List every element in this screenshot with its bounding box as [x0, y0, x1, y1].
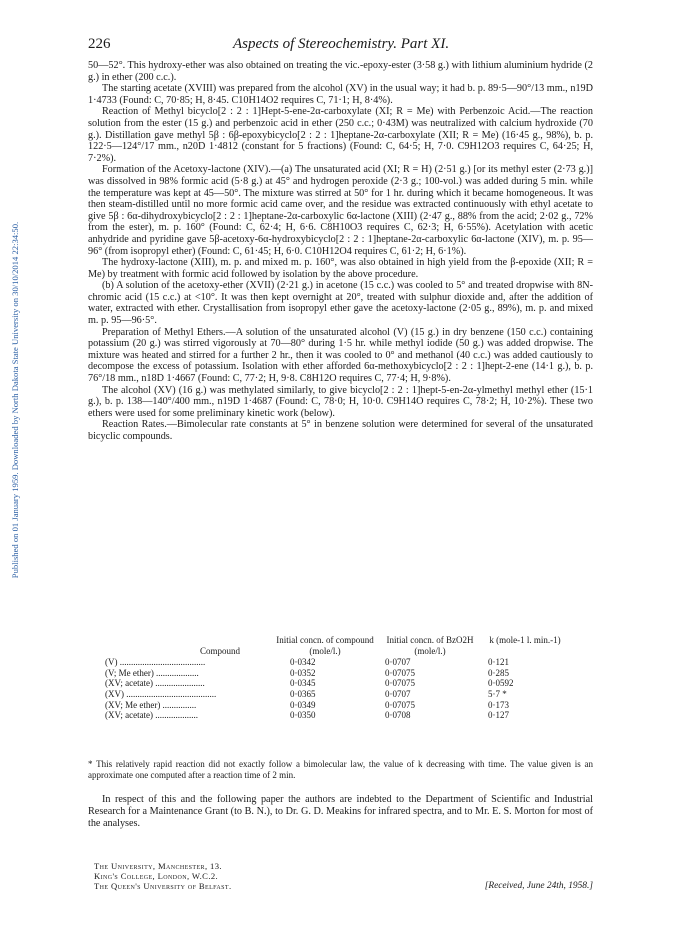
- paragraph: The starting acetate (XVIII) was prepared from the alcohol (XV) in the usual way; it had b. p. 89·5—90°/13 mm., n19D 1·4733 (Found: C, 70·85; H, 8·45. C10H14O2 requires C, 71·1; H, 8·4%).: [88, 83, 593, 106]
- paragraph: Reaction Rates.—Bimolecular rate constants at 5° in benzene solution were determined for several of the unsaturated bicyclic compounds.: [88, 419, 593, 442]
- cell-k: 0·173: [488, 699, 509, 710]
- cell-bzo2h-concn: 0·0708: [385, 710, 411, 721]
- cell-k: 5·7 *: [488, 689, 507, 700]
- cell-compound-concn: 0·0345: [290, 678, 316, 689]
- table-footnote: * This relatively rapid reaction did not exactly follow a bimolecular law, the value of k decreasing with time. The value given is an approximate one computed after a reaction time of 2 min.: [88, 759, 593, 780]
- paragraph: Preparation of Methyl Ethers.—A solution of the unsaturated alcohol (V) (15 g.) in dry benzene (150 c.c.) containing potassium (20 g.) was stirred vigorously at 70—80° during 1·5 hr. while methyl iodide (50 g.) was added dropwise. The mixture was heated and stirred for a further 2 hr., then it was cooled to 0° and methanol (40 c.c.) was added cautiously to decompose the excess of potassium. Isolation with ether afforded 6α-methoxybicyclo[2 : 2 : 1]hept-2-ene (14·1 g.), b. p. 76°/18 mm., n18D 1·4667 (Found: C, 77·2; H, 9·8. C8H12O requires C, 77·4; H, 9·8%).: [88, 326, 593, 385]
- cell-k: 0·121: [488, 657, 509, 667]
- article-body: [88, 60, 593, 443]
- cell-compound-concn: 0·0342: [290, 657, 316, 667]
- cell-compound: (XV; Me ether) ...............: [105, 699, 197, 710]
- cell-k: 0·0592: [488, 678, 514, 689]
- column-header-compound-concn: Initial concn. of compound (mole/l.): [276, 635, 374, 656]
- affiliation-line: King's College, London, W.C.2.: [94, 871, 219, 881]
- cell-compound-concn: 0·0350: [290, 710, 316, 721]
- cell-bzo2h-concn: 0·07075: [385, 699, 415, 710]
- page-header: [88, 36, 593, 56]
- paragraph: 50—52°. This hydroxy-ether was also obtained on treating the vic.-epoxy-ester (3·58 g.) with lithium aluminium hydride (2 g.) in ether (200 c.c.).: [88, 60, 593, 83]
- page-number: 226: [88, 36, 111, 52]
- paragraph: The alcohol (XV) (16 g.) was methylated similarly, to give bicyclo[2 : 2 : 1]hept-5-en-2α-ylmethyl methyl ether (15·1 g.), b. p. 138—140°/400 mm., n19D 1·4687 (Found: C, 78·0; H, 10·0. C9H14O requires C, 78·2; H, 10·2%). These two ethers were used for some preliminary kinetic work (below).: [88, 384, 593, 419]
- acknowledgement: [88, 794, 593, 829]
- table-row: [105, 668, 575, 679]
- table-row: [105, 710, 575, 721]
- table-row: [105, 678, 575, 689]
- cell-bzo2h-concn: 0·0707: [385, 657, 411, 667]
- paragraph: The hydroxy-lactone (XIII), m. p. and mixed m. p. 160°, was also obtained in high yield from the β-epoxide (XII; R = Me) by treatment with formic acid followed by isolation by the above procedure.: [88, 257, 593, 280]
- cell-bzo2h-concn: 0·0707: [385, 689, 411, 700]
- running-title: Aspects of Stereochemistry. Part XI.: [233, 36, 450, 52]
- cell-bzo2h-concn: 0·07075: [385, 678, 415, 689]
- paragraph: Formation of the Acetoxy-lactone (XIV).—(a) The unsaturated acid (XI; R = H) (2·51 g.) [or its methyl ester (2·73 g.)] was dissolved in 98% formic acid (5·8 g.) at 45° and hydrogen peroxide (2·3 g.; 100-vol.) was added during 5 min. while the temperature was kept at 45—50°. The mixture was stirred at 50° for 1 hr. during which it became homogeneous. It was then steam-distilled until no more formic acid came over, and the residue was extracted continuously with ethyl acetate to give 5β : 6α-dihydroxybicyclo[2 : 2 : 1]heptane-2α-carboxylic 6α-lactone (XIII) (2·47 g., 88% from the acid; 2·02 g., 72% from the ester), m. p. 160° (Found: C, 62·4; H, 6·6. C8H10O3 requires C, 62·3; H, 6·55%). Acetylation with acetic anhydride and pyridine gave 5β-acetoxy-6α-hydroxybicyclo[2 : 2 : 1]heptane-2α-carboxylic 6α-lactone (XIV), m. p. 95—96° (from isopropyl ether) (Found: C, 61·45; H, 6·0. C10H12O4 requires C, 61·2; H, 6·1%).: [88, 164, 593, 257]
- cell-compound: (XV) ........................................: [105, 689, 217, 700]
- table-row: [105, 689, 575, 700]
- affiliation-line: The Queen's University of Belfast.: [94, 881, 232, 891]
- publication-notice: Published on 01 January 1959. Downloaded by North Dakota State University on 30/10/2014 22:34:50.: [10, 221, 20, 579]
- cell-k: 0·285: [488, 667, 509, 678]
- received-date: [Received, June 24th, 1958.]: [484, 881, 593, 891]
- paragraph: (b) A solution of the acetoxy-ether (XVII) (2·21 g.) in acetone (15 c.c.) was cooled to 5° and treated dropwise with 8N-chromic acid (15 c.c.) at <10°. It was then kept overnight at 20°, treated with sulphur dioxide and, after the addition of water, extracted with ether. Crystallisation from isopropyl ether gave the acetoxy-lactone (2·05 g., 89%), m. p. and mixed m. p. 95—96·5°.: [88, 280, 593, 327]
- cell-compound-concn: 0·0352: [290, 667, 316, 678]
- cell-compound: (XV; acetate) ......................: [105, 678, 205, 689]
- paragraph: Reaction of Methyl bicyclo[2 : 2 : 1]Hept-5-ene-2α-carboxylate (XI; R = Me) with Perbenzoic Acid.—The reaction solution from the ester (15 g.) and perbenzoic acid in ether (250 c.c.; 0·43M) was neutralized with calcium hydroxide (70 g.). Distillation gave methyl 5β : 6β-epoxybicyclo[2 : 2 : 1]heptane-2α-carboxylate (XII; R = Me) (16·45 g., 98%), b. p. 122·5—124°/17 mm., n20D 1·4812 (constant for 5 fractions) (Found: C, 64·5; H, 7·0. C9H12O3 requires C, 64·25; H, 7·2%).: [88, 106, 593, 164]
- cell-compound-concn: 0·0349: [290, 699, 316, 710]
- cell-bzo2h-concn: 0·07075: [385, 667, 415, 678]
- cell-compound: (XV; acetate) ...................: [105, 710, 199, 721]
- column-header-bzo2h-concn: Initial concn. of BzO2H (mole/l.): [386, 635, 474, 656]
- acknowledgement-paragraph: In respect of this and the following paper the authors are indebted to the Department of Scientific and Industrial Research for a Maintenance Grant (to B. N.), to Dr. G. D. Meakins for infrared spectra, and to Mr. E. S. Morton for most of the analyses.: [88, 794, 593, 829]
- affiliation-line: The University, Manchester, 13.: [94, 861, 222, 871]
- column-header-k: k (mole-1 l. min.-1): [489, 635, 561, 645]
- table-row: [105, 700, 575, 711]
- table-row: [105, 657, 575, 668]
- cell-compound: (V) ......................................: [105, 657, 206, 667]
- publication-sidebar: [8, 150, 22, 650]
- rate-table: [105, 635, 575, 721]
- cell-k: 0·127: [488, 710, 509, 721]
- table-header-row: [105, 635, 575, 657]
- column-header-compound: Compound: [199, 646, 240, 656]
- cell-compound-concn: 0·0365: [290, 689, 316, 700]
- cell-compound: (V; Me ether) ...................: [105, 667, 199, 678]
